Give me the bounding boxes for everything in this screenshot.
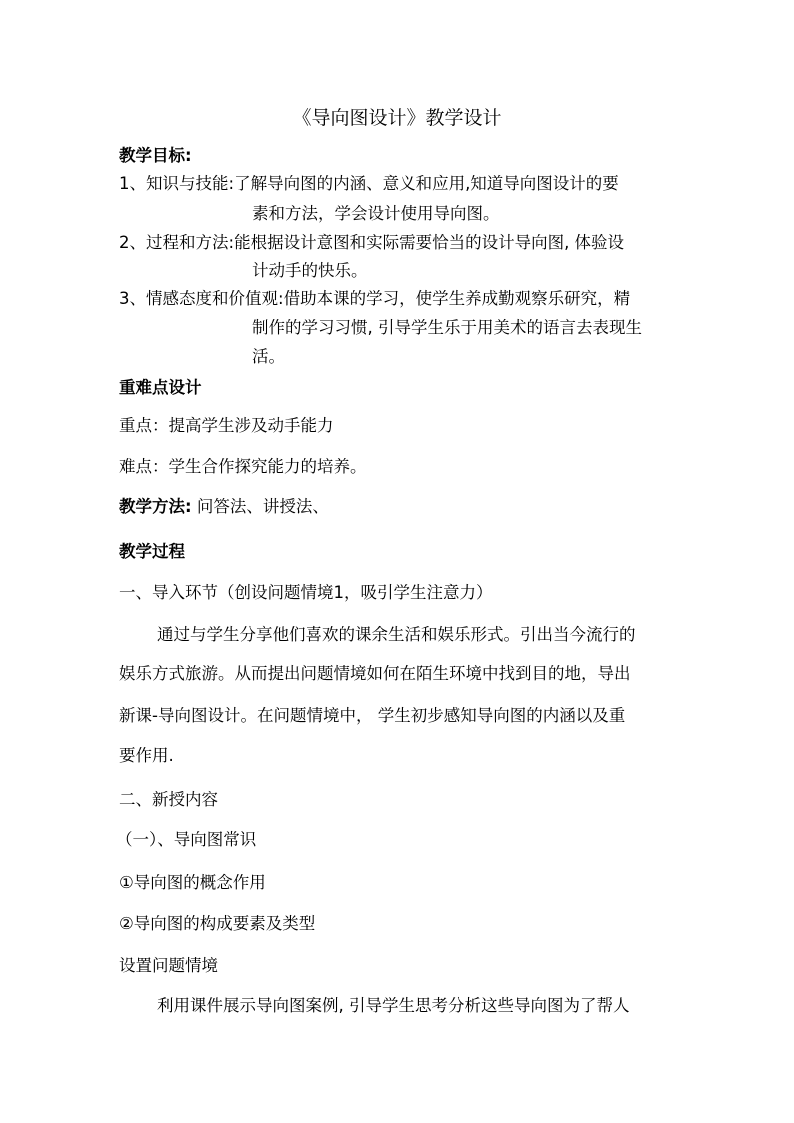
section-1-heading: 一、导入环节（创设问题情境1，吸引学生注意力） xyxy=(119,583,493,602)
objective-3-label: 情感态度和价值观: xyxy=(146,289,284,308)
process-heading: 教学过程 xyxy=(119,542,185,561)
difficult-point: 难点：学生合作探究能力的培养。 xyxy=(119,457,367,476)
objective-3-line3: 活。 xyxy=(252,347,285,366)
paragraph-1-line-4: 要作用. xyxy=(119,746,174,765)
document-title: 《导向图设计》教学设计 xyxy=(292,107,502,129)
key-points-heading: 重难点设计 xyxy=(119,378,202,397)
objective-1-label: 知识与技能: xyxy=(146,174,235,193)
subsection-1-heading: （一）、导向图常识 xyxy=(116,830,257,849)
scenario-heading: 设置问题情境 xyxy=(119,956,218,975)
objective-1-number: 1、 xyxy=(119,174,146,193)
objective-3-line2: 制作的学习习惯, 引导学生乐于用美术的语言去表现生 xyxy=(252,318,642,337)
objective-3-number: 3、 xyxy=(119,289,146,308)
objective-2-line2: 计动手的快乐。 xyxy=(252,261,368,280)
objective-2-number: 2、 xyxy=(119,233,146,252)
objective-2 xyxy=(119,231,624,255)
key-point: 重点：提高学生涉及动手能力 xyxy=(119,416,334,435)
objective-1-line1: 了解导向图的内涵、意义和应用,知道导向图设计的要 xyxy=(234,174,619,193)
objective-2-line1: 能根据设计意图和实际需要恰当的设计导向图, 体验设 xyxy=(234,233,625,252)
paragraph-2-line-1: 利用课件展示导向图案例, 引导学生思考分析这些导向图为了帮人 xyxy=(157,996,630,1015)
objective-1 xyxy=(119,172,619,196)
objective-3-line1: 借助本课的学习，使学生养成勤观察乐研究，精 xyxy=(283,289,631,308)
list-item-1: ①导向图的概念作用 xyxy=(119,873,266,892)
objective-2-label: 过程和方法: xyxy=(146,233,235,252)
teaching-method-label: 教学方法: xyxy=(119,497,192,516)
teaching-method-value: 问答法、讲授法、 xyxy=(196,497,329,516)
objectives-heading: 教学目标: xyxy=(119,146,192,165)
paragraph-1-line-1: 通过与学生分享他们喜欢的课余生活和娱乐形式。引出当今流行的 xyxy=(157,625,636,644)
objective-1-line2: 素和方法，学会设计使用导向图。 xyxy=(252,204,500,223)
paragraph-1-line-3: 新课-导向图设计。在问题情境中， 学生初步感知导向图的内涵以及重 xyxy=(119,706,626,725)
paragraph-1-line-2: 娱乐方式旅游。从而提出问题情境如何在陌生环境中找到目的地，导出 xyxy=(119,664,631,683)
list-item-2: ②导向图的构成要素及类型 xyxy=(119,914,316,933)
objective-3 xyxy=(119,287,630,311)
teaching-method xyxy=(119,495,329,519)
section-2-heading: 二、新授内容 xyxy=(119,790,218,809)
